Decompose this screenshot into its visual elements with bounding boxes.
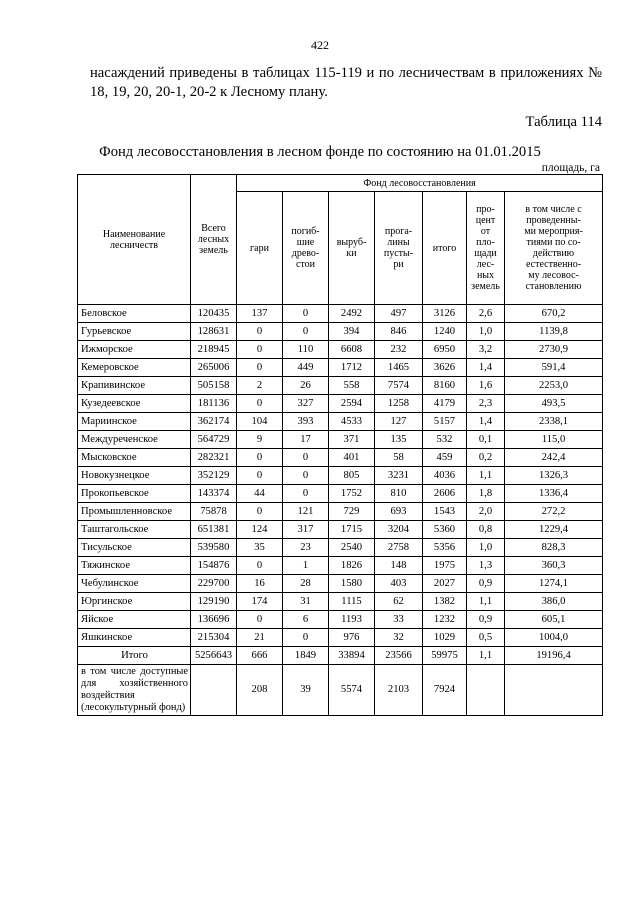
cell-natural [505,665,603,716]
cell-glade: 3204 [375,521,423,539]
cell-total: 181136 [191,395,237,413]
cell-percent: 1,4 [467,359,505,377]
cell-burn: 0 [237,359,283,377]
cell-burn: 0 [237,449,283,467]
cell-burn: 16 [237,575,283,593]
cell-percent: 1,3 [467,557,505,575]
cell-total: 143374 [191,485,237,503]
cell-natural: 605,1 [505,611,603,629]
cell-dead: 17 [283,431,329,449]
cell-burn: 0 [237,395,283,413]
cell-percent: 1,4 [467,413,505,431]
table-row [78,485,603,503]
table-row [78,359,603,377]
cell-total: 265006 [191,359,237,377]
table-row [78,467,603,485]
cell-cut: 1115 [329,593,375,611]
table-label: Таблица 114 [525,114,602,130]
cell-percent: 2,6 [467,305,505,323]
cell-percent: 1,6 [467,377,505,395]
cell-sum: 1232 [423,611,467,629]
cell-total: 218945 [191,341,237,359]
cell-name: Прокопьевское [78,485,191,503]
cell-percent: 3,2 [467,341,505,359]
cell-cut: 1193 [329,611,375,629]
cell-glade: 62 [375,593,423,611]
header-name: Наименование лесничеств [78,175,191,305]
cell-cut: 976 [329,629,375,647]
cell-burn: 174 [237,593,283,611]
cell-glade: 32 [375,629,423,647]
cell-total: 154876 [191,557,237,575]
reforestation-table [77,174,603,716]
cell-burn: 0 [237,341,283,359]
table-row [78,539,603,557]
cell-cut: 2492 [329,305,375,323]
page-number: 422 [311,38,329,52]
table-row [78,575,603,593]
cell-name: Промышленновское [78,503,191,521]
cell-total: 129190 [191,593,237,611]
cell-natural: 115,0 [505,431,603,449]
cell-percent: 0,5 [467,629,505,647]
cell-glade: 148 [375,557,423,575]
cell-total: 651381 [191,521,237,539]
cell-cut: 401 [329,449,375,467]
cell-dead: 0 [283,485,329,503]
cell-percent: 0,2 [467,449,505,467]
table-row [78,557,603,575]
header-natural-regeneration: в том числе с проведенны- ми мероприя- тиями по со- действию естественно- му лесовос- становлению [505,192,603,305]
cell-dead: 0 [283,323,329,341]
cell-total: 120435 [191,305,237,323]
cell-burn: 0 [237,503,283,521]
cell-natural: 591,4 [505,359,603,377]
cell-percent: 1,1 [467,647,505,665]
cell-natural: 1326,3 [505,467,603,485]
cell-burn: 124 [237,521,283,539]
cell-total: 136696 [191,611,237,629]
table-row [78,593,603,611]
cell-dead: 0 [283,467,329,485]
cell-name: Междуреченское [78,431,191,449]
cell-sum: 8160 [423,377,467,395]
cell-percent: 1,0 [467,323,505,341]
cell-total: 229700 [191,575,237,593]
cell-sum: 2027 [423,575,467,593]
cell-dead: 31 [283,593,329,611]
table-row [78,377,603,395]
header-dead-stands: погиб- шие древо- стои [283,192,329,305]
cell-sum: 4179 [423,395,467,413]
cell-name: Гурьевское [78,323,191,341]
cell-percent: 0,8 [467,521,505,539]
cell-glade: 58 [375,449,423,467]
cell-percent: 1,0 [467,539,505,557]
cell-natural: 386,0 [505,593,603,611]
total-row [78,647,603,665]
cell-cut: 1580 [329,575,375,593]
cell-cut: 558 [329,377,375,395]
cell-dead: 23 [283,539,329,557]
cell-glade: 23566 [375,647,423,665]
cell-dead: 317 [283,521,329,539]
cell-dead: 110 [283,341,329,359]
cell-name: Юргинское [78,593,191,611]
table-row [78,503,603,521]
cell-name: Яшкинское [78,629,191,647]
header-sum: итого [423,192,467,305]
cell-glade: 3231 [375,467,423,485]
table-caption: Фонд лесовосстановления в лесном фонде по состоянию на 01.01.2015 [99,144,541,160]
cell-name: Тисульское [78,539,191,557]
cell-natural: 1004,0 [505,629,603,647]
cell-dead: 449 [283,359,329,377]
table-row [78,341,603,359]
cell-glade: 135 [375,431,423,449]
cell-name: Чебулинское [78,575,191,593]
cell-cut: 805 [329,467,375,485]
cell-burn: 9 [237,431,283,449]
cell-sum: 3626 [423,359,467,377]
cell-percent: 0,9 [467,575,505,593]
cell-sum: 1543 [423,503,467,521]
cell-sum: 1029 [423,629,467,647]
cell-name: Итого [78,647,191,665]
cell-glade: 1258 [375,395,423,413]
cell-dead: 0 [283,629,329,647]
header-glades: прога- лины пусты- ри [375,192,423,305]
cell-percent: 1,8 [467,485,505,503]
cell-sum: 2606 [423,485,467,503]
cell-cut: 6608 [329,341,375,359]
cell-cut: 1715 [329,521,375,539]
cell-dead: 0 [283,449,329,467]
cell-natural: 2730,9 [505,341,603,359]
cell-natural: 2253,0 [505,377,603,395]
table-row [78,629,603,647]
cell-glade: 127 [375,413,423,431]
cell-dead: 6 [283,611,329,629]
cell-natural: 670,2 [505,305,603,323]
header-burn: гари [237,192,283,305]
cell-total: 362174 [191,413,237,431]
cell-natural: 1229,4 [505,521,603,539]
cell-dead: 1 [283,557,329,575]
table-row [78,305,603,323]
cell-total: 505158 [191,377,237,395]
cell-total: 215304 [191,629,237,647]
cell-cut: 1712 [329,359,375,377]
cell-name: Яйское [78,611,191,629]
cell-percent: 2,3 [467,395,505,413]
cell-sum: 5157 [423,413,467,431]
table-row [78,413,603,431]
cell-burn: 208 [237,665,283,716]
table-row [78,521,603,539]
cell-cut: 1826 [329,557,375,575]
cell-burn: 0 [237,467,283,485]
cell-name: Мариинское [78,413,191,431]
cell-glade: 810 [375,485,423,503]
cell-glade: 232 [375,341,423,359]
cell-glade: 1465 [375,359,423,377]
unit-label: площадь, га [541,162,600,174]
cell-name: Крапивинское [78,377,191,395]
cell-total: 539580 [191,539,237,557]
cell-name: Новокузнецкое [78,467,191,485]
cell-natural: 360,3 [505,557,603,575]
cell-burn: 0 [237,557,283,575]
cell-burn: 0 [237,611,283,629]
cell-dead: 0 [283,305,329,323]
cell-sum: 1240 [423,323,467,341]
cell-natural: 1336,4 [505,485,603,503]
header-cuttings: выруб- ки [329,192,375,305]
cell-sum: 1382 [423,593,467,611]
cell-name: Беловское [78,305,191,323]
cell-cut: 2594 [329,395,375,413]
cell-percent [467,665,505,716]
header-percent: про- цент от пло- щади лес- ных земель [467,192,505,305]
cell-burn: 137 [237,305,283,323]
cell-glade: 2758 [375,539,423,557]
cell-sum: 532 [423,431,467,449]
cell-sum: 7924 [423,665,467,716]
cell-burn: 0 [237,323,283,341]
cell-name: Таштагольское [78,521,191,539]
cell-sum: 3126 [423,305,467,323]
table-row [78,395,603,413]
cell-total [191,665,237,716]
header-fund-group: Фонд лесовосстановления [237,175,603,192]
cell-name: в том числе доступные для хозяйственного воздействия (лесокультурный фонд) [78,665,191,716]
cell-dead: 39 [283,665,329,716]
cell-natural: 1139,8 [505,323,603,341]
cell-percent: 1,1 [467,467,505,485]
cell-dead: 26 [283,377,329,395]
cell-cut: 2540 [329,539,375,557]
cell-total: 75878 [191,503,237,521]
cell-name: Тяжинское [78,557,191,575]
cell-total: 5256643 [191,647,237,665]
cell-sum: 4036 [423,467,467,485]
cell-sum: 5360 [423,521,467,539]
accessible-row [78,665,603,716]
cell-natural: 493,5 [505,395,603,413]
cell-glade: 2103 [375,665,423,716]
cell-glade: 846 [375,323,423,341]
cell-glade: 497 [375,305,423,323]
cell-total: 564729 [191,431,237,449]
cell-dead: 393 [283,413,329,431]
cell-sum: 6950 [423,341,467,359]
cell-percent: 1,1 [467,593,505,611]
table-row [78,323,603,341]
cell-natural: 19196,4 [505,647,603,665]
cell-total: 128631 [191,323,237,341]
cell-burn: 666 [237,647,283,665]
cell-glade: 7574 [375,377,423,395]
cell-natural: 1274,1 [505,575,603,593]
cell-natural: 828,3 [505,539,603,557]
cell-total: 352129 [191,467,237,485]
header-total-land: Всего лесных земель [191,175,237,305]
cell-glade: 693 [375,503,423,521]
cell-cut: 371 [329,431,375,449]
body-paragraph: насаждений приведены в таблицах 115-119 и по лесничествам в приложениях № 18, 19, 20, 20-1, 20-2 к Лесному плану. [90,65,602,100]
cell-glade: 33 [375,611,423,629]
cell-cut: 5574 [329,665,375,716]
cell-glade: 403 [375,575,423,593]
cell-name: Кемеровское [78,359,191,377]
cell-sum: 459 [423,449,467,467]
cell-percent: 0,9 [467,611,505,629]
cell-percent: 0,1 [467,431,505,449]
cell-name: Кузедеевское [78,395,191,413]
table-row [78,611,603,629]
cell-name: Ижморское [78,341,191,359]
cell-sum: 59975 [423,647,467,665]
cell-burn: 35 [237,539,283,557]
cell-total: 282321 [191,449,237,467]
table-row [78,449,603,467]
cell-burn: 44 [237,485,283,503]
cell-name: Мысковское [78,449,191,467]
cell-cut: 1752 [329,485,375,503]
cell-burn: 21 [237,629,283,647]
cell-natural: 272,2 [505,503,603,521]
cell-dead: 28 [283,575,329,593]
cell-sum: 5356 [423,539,467,557]
cell-sum: 1975 [423,557,467,575]
cell-dead: 1849 [283,647,329,665]
cell-dead: 327 [283,395,329,413]
cell-burn: 2 [237,377,283,395]
cell-natural: 2338,1 [505,413,603,431]
table-row [78,431,603,449]
cell-cut: 729 [329,503,375,521]
cell-burn: 104 [237,413,283,431]
cell-natural: 242,4 [505,449,603,467]
cell-percent: 2,0 [467,503,505,521]
cell-cut: 4533 [329,413,375,431]
cell-cut: 394 [329,323,375,341]
cell-dead: 121 [283,503,329,521]
cell-cut: 33894 [329,647,375,665]
